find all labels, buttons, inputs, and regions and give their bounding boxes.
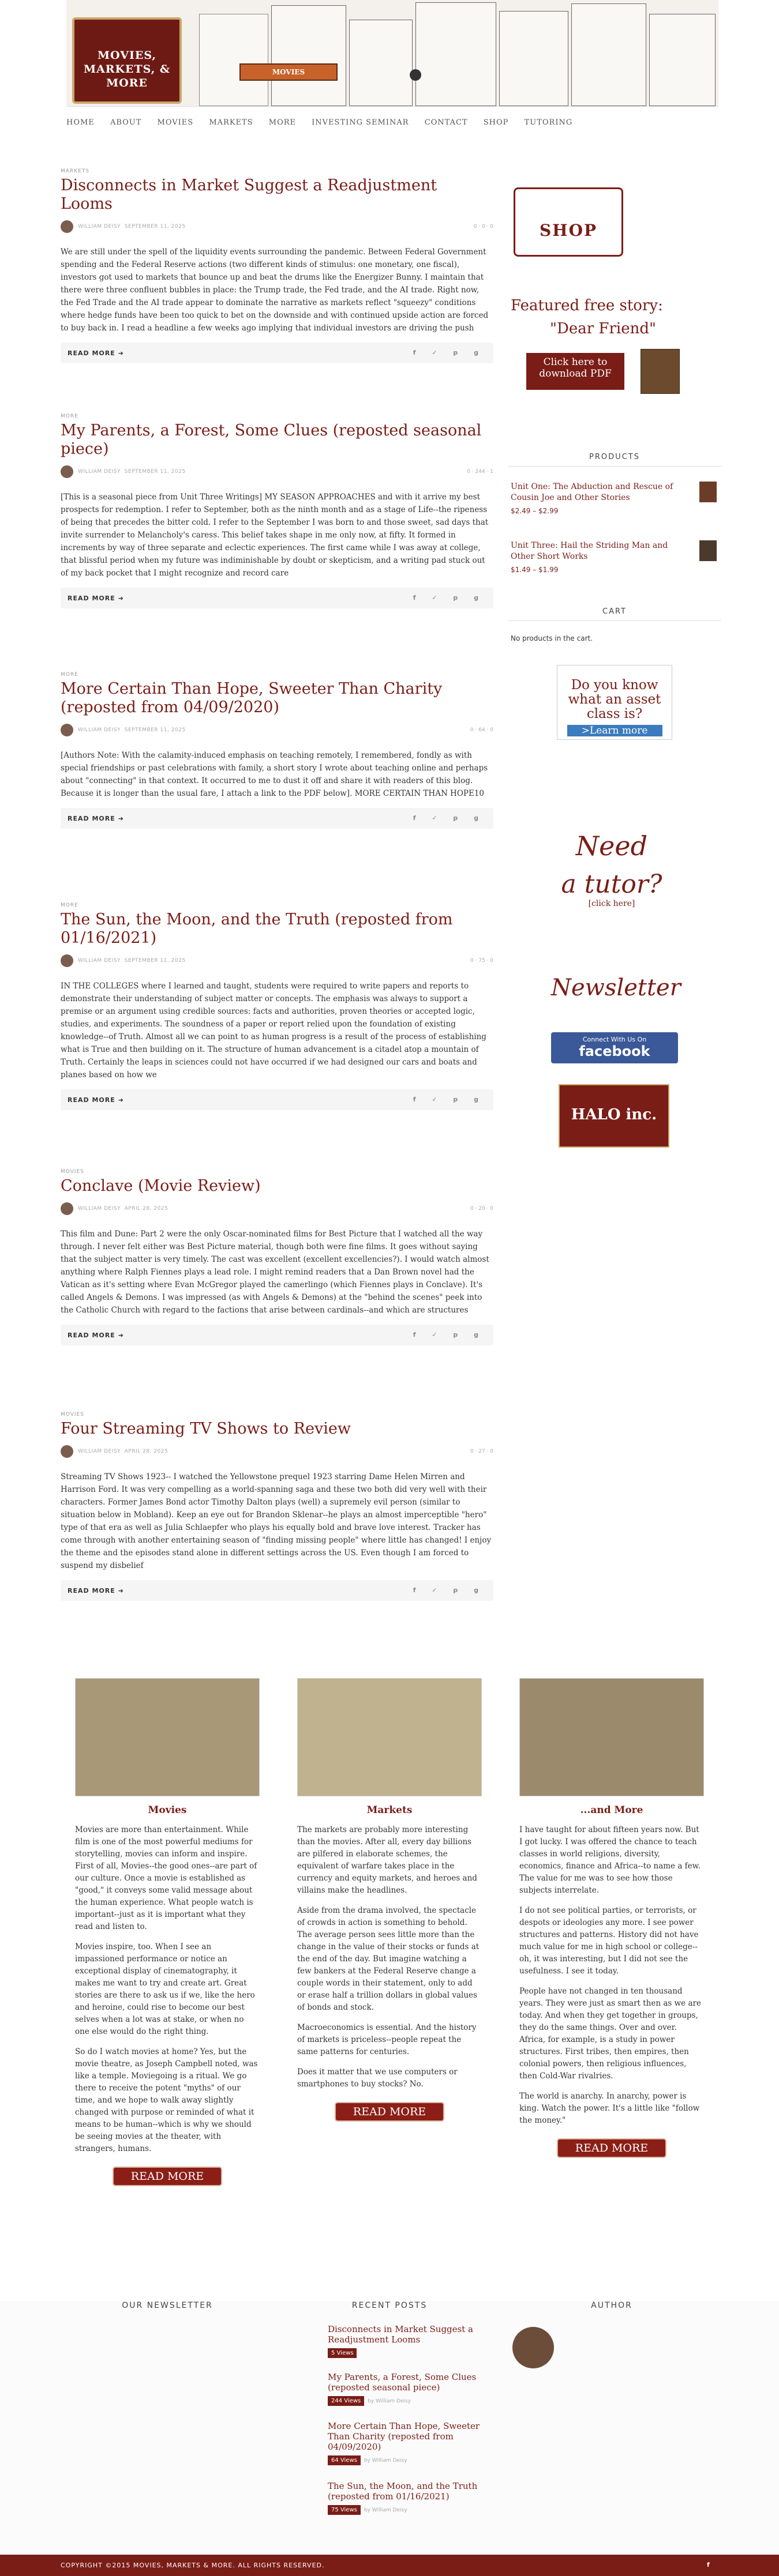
read-more-button[interactable]: READ MORE ➜ [68, 349, 124, 357]
column-title: Markets [366, 1804, 413, 1816]
post-meta [61, 220, 493, 233]
share-icons[interactable]: f ✓ p g [413, 594, 485, 601]
markets-column [297, 1678, 482, 2122]
post-meta [61, 465, 493, 478]
recent-post-title[interactable]: More Certain Than Hope, Sweeter Than Charity (reposted from 04/09/2020) [328, 2421, 480, 2452]
newsletter-ad[interactable]: Newsletter [551, 975, 681, 1001]
shop-label: SHOP [539, 221, 598, 240]
read-more-bar [61, 1580, 493, 1601]
post-category[interactable]: MARKETS [61, 168, 89, 174]
product-price: $2.49 – $2.99 [511, 507, 559, 515]
avatar [61, 465, 73, 478]
post-excerpt: Streaming TV Shows 1923-- I watched the Yellowstone prequel 1923 starring Dame Helen Mirren and Harrison Ford. It was very compelling as a world-spanning saga and these two both did very well with their characters. Former James Bond actor Timothy Dalton plays (well) a supremely evil person (similar to situation below in Mobland). Keep an eye out for Brandon Sklenar--he plays an almost imperceptible "hero" type of that era as well as Julia Schlaepfer who plays his equally bold and brave love interest. Tracker has come through with another entertaining season of "finding missing people" where little has changed! I enjoy the theme and the episodes stand alone in different settings across the US. Even though I am forced to suspend my disbelief [61, 1472, 492, 1570]
nav-home[interactable]: HOME [66, 118, 95, 127]
product-price: $1.49 – $1.99 [511, 566, 559, 574]
share-icons[interactable]: f ✓ p g [413, 1096, 485, 1103]
books-image [641, 349, 680, 394]
post-counts: 0 · 64 · 0 [470, 727, 493, 733]
nav-more[interactable]: MORE [268, 118, 297, 127]
read-more-button[interactable]: READ MORE [335, 2102, 444, 2122]
read-more-bar [61, 808, 493, 829]
post [61, 413, 493, 627]
post-meta [61, 954, 493, 967]
post [61, 1169, 493, 1382]
post-title[interactable]: Conclave (Movie Review) [61, 1177, 261, 1195]
post [61, 902, 493, 1139]
post-excerpt: This film and Dune: Part 2 were the only Oscar-nominated films for Best Picture that I watched all the way through. I never felt either was Best Picture material, though both were fine films. It goes without saying that the subject matter is very timely. The cast was excellent (excellent excellencies?). I would watch almost anything where Ralph Fiennes plays a lead role. I might remind readers that a Dan Brown novel had the Vatican as it's setting where Evan McGregor played the camerlingo (which Fiennes plays in Conclave). It's called Angels & Demons. I was impressed (as with Angels & Demons) at the "behind the scenes" peek into the Catholic Church with regard to the factions that arise between cardinals--and which are structures [61, 1229, 489, 1315]
column-paragraph: I have taught for about fifteen years now. But I got lucky. I was offered the chance to teach classes in world religions, diversity, economics, finance and Africa--to name a few. The value for me was to see how those subjects interrelate. [519, 1825, 701, 1895]
main-nav [66, 118, 718, 130]
nav-contact[interactable]: CONTACT [424, 118, 468, 127]
nav-investing-seminar[interactable]: INVESTING SEMINAR [312, 118, 409, 127]
shop-sign: MOVIES [239, 63, 338, 81]
recent-post[interactable] [328, 2421, 495, 2465]
markets-image [297, 1678, 482, 1796]
post-excerpt: We are still under the spell of the liquidity events surrounding the pandemic. Between Federal Government spending and the Federal Reserve actions (two different kinds of stimulus: one monetary, one fiscal), investors got used to markets that bounce up and beat the drums like the Energizer Bunny. I maintain that there were three confluent bubbles in place: the Trump trade, the Fed trade, and the AI trade. Right now, the Fed Trade and the AI trade appear to dominate the narrative as markets reflect "squeezy" conditions where hedge funds have been too quick to bet on the downside and with continued upside action are forced to buy back in. I read a headline a few weeks ago implying that individual investors are driving the push [61, 247, 489, 333]
halo-text: HALO inc. [571, 1106, 657, 1123]
more-image [519, 1678, 704, 1796]
cart-title: CART [508, 607, 721, 621]
read-more-button[interactable]: READ MORE ➜ [68, 1096, 124, 1104]
post [61, 168, 493, 382]
column-paragraph: Aside from the drama involved, the spectacle of crowds in action is something to behold. The average person sees little more than the change in the value of their stocks or funds at the end of the day. But imagine watching a few bankers at the Federal Reserve change a couple words in their statement, only to add or erase half a trillion dollars in global values of bonds and stock. [297, 1906, 480, 2012]
product-item[interactable] [511, 482, 684, 515]
post-title[interactable]: Four Streaming TV Shows to Review [61, 1420, 351, 1438]
post-category[interactable]: MORE [61, 672, 78, 678]
movies-column [75, 1678, 260, 2186]
post-title[interactable]: Disconnects in Market Suggest a Readjustment Looms [61, 176, 437, 213]
nav-shop[interactable]: SHOP [483, 118, 509, 127]
post-counts: 0 · 20 · 0 [470, 1206, 493, 1212]
footer-author-title: AUTHOR [591, 2301, 632, 2310]
recent-post[interactable] [328, 2324, 495, 2358]
column-paragraph: Does it matter that we use computers or smartphones to buy stocks? No. [297, 2067, 458, 2089]
views-badge: 244 Views [328, 2396, 364, 2406]
post-excerpt: [This is a seasonal piece from Unit Three Writings] MY SEASON APPROACHES and with it arrive my best prospects for redemption. I refer to September, both as the ninth month and as a stage of Life--the ripeness of being that precedes the bitter cold. I refer to the September I was born to and those sweet, sad days that invite surrender to Melancholy's caress. This belief takes shape in me only now, at fifty. It formed in increments by way of three separate and eclectic experiences. The first came while I was away at college, that blissful period when my future was indiminishable by doubt or skepticism, and a writing pad stuck out of my back pocket that I might recognize and record care [61, 492, 489, 578]
read-more-bar [61, 1325, 493, 1345]
share-icons[interactable]: f ✓ p g [413, 1586, 485, 1594]
post-author[interactable]: WILLIAM DEISY APRIL 28, 2025 [78, 1206, 168, 1212]
featured-story-heading: Featured free story: [511, 297, 663, 314]
column-paragraph: Movies are more than entertainment. While film is one of the most powerful mediums for storytelling, movies can inform and inspire. First of all, Movies--the good ones--are part of our culture. Once a movie is established as "good," it conveys some valid message about the human experience. What people watch is important--just as it is important what they read and listen to. [75, 1825, 257, 1931]
post-counts: 0 · 27 · 0 [470, 1449, 493, 1454]
featured-story-title: "Dear Friend" [550, 320, 656, 337]
post-author[interactable]: WILLIAM DEISY SEPTEMBER 11, 2025 [78, 958, 186, 964]
post-counts: 0 · 75 · 0 [470, 958, 493, 964]
site-logo[interactable] [72, 17, 182, 104]
facebook-connect-button[interactable] [551, 1032, 678, 1063]
author-avatar[interactable] [512, 2327, 554, 2368]
column-paragraph: People have not changed in ten thousand years. They were just as smart then as we are today. And when they get together in groups, they do the same things. Over and over. Africa, for example, is a study in power structures. First tribes, then empires, then colonial powers, then religious influences, then Cold-War rivalries. [519, 1987, 701, 2081]
download-pdf-button[interactable]: Click here to download PDF [526, 353, 624, 390]
recent-post-title[interactable]: The Sun, the Moon, and the Truth (reposted from 01/16/2021) [328, 2481, 478, 2502]
post-excerpt: [Authors Note: With the calamity-induced emphasis on teaching remotely, I remembered, fondly as with special friendships or past celebrations with family, a short story I wrote about teaching online and perhaps about "connecting" in that context. It occurred to me to dust it off and share it with readers of this blog. Because it is longer than the usual fare, I attach a link to the PDF below]. MORE CERTAIN THAN HOPE10 [61, 751, 488, 798]
recent-post-author: by William Deisy [364, 2458, 407, 2464]
read-more-button[interactable]: READ MORE ➜ [68, 815, 124, 822]
read-more-button[interactable]: READ MORE [113, 2167, 222, 2186]
post [61, 672, 493, 868]
asset-class-ad[interactable] [557, 665, 672, 740]
recent-post-title[interactable]: My Parents, a Forest, Some Clues (reposted seasonal piece) [328, 2372, 477, 2393]
product-item[interactable] [511, 540, 684, 574]
views-badge: 64 Views [328, 2455, 361, 2465]
tutor-click-here[interactable]: [click here] [588, 899, 635, 908]
post-excerpt: IN THE COLLEGES where I learned and taught, students were required to write papers and reports to demonstrate their understanding of subject matter or concepts. The emphasis was always to support a premise or an argument using credible sources: facts and authorities, proven theories or accepted logic, studies, and experiments. The soundness of a paper or report relied upon the foundation of existing knowledge--of Truth. Almost all we can point to as human progress is a result of the process of establishing what is True and then building on it. The structure of human advancement is a citadel atop a mountain of Truth. Certainly the leaps in sciences could not have occurred if we had designed our cars and boats and planes based on how we [61, 981, 486, 1080]
avatar [61, 1202, 73, 1215]
post-author[interactable]: WILLIAM DEISY SEPTEMBER 11, 2025 [78, 224, 186, 230]
share-icons[interactable]: f ✓ p g [413, 814, 485, 822]
read-more-bar [61, 588, 493, 608]
read-more-bar [61, 343, 493, 363]
read-more-button[interactable]: READ MORE ➜ [68, 595, 124, 602]
read-more-button[interactable]: READ MORE ➜ [68, 1332, 124, 1339]
post-category[interactable]: MOVIES [61, 1412, 84, 1417]
post [61, 1412, 493, 1648]
nav-tutoring[interactable]: TUTORING [524, 118, 573, 127]
read-more-button[interactable]: READ MORE ➜ [68, 1587, 124, 1595]
facebook-connect-label: Connect With Us On [582, 1036, 647, 1043]
avatar [61, 220, 73, 233]
column-title: Movies [148, 1804, 187, 1816]
views-badge: 75 Views [328, 2505, 361, 2515]
avatar [61, 1445, 73, 1458]
post-title[interactable]: The Sun, the Moon, and the Truth (reposted from 01/16/2021) [61, 911, 453, 947]
post-title[interactable]: My Parents, a Forest, Some Clues (reposted seasonal piece) [61, 422, 482, 458]
clock-icon [410, 69, 421, 81]
cart-empty-text: No products in the cart. [511, 634, 593, 642]
column-title: ...and More [580, 1804, 643, 1816]
post-title[interactable]: More Certain Than Hope, Sweeter Than Charity (reposted from 04/09/2020) [61, 680, 443, 716]
post-category[interactable]: MORE [61, 413, 78, 419]
column-paragraph: I do not see political parties, or terrorists, or despots or ideologies any more. I see power structures and patterns. History did not have much value for me in high school or college--oh, it was interesting, but I did not see the usefulness. I see it today. [519, 1906, 699, 1976]
recent-post-title[interactable]: Disconnects in Market Suggest a Readjustment Looms [328, 2324, 473, 2345]
tutor-need: Need [575, 830, 648, 862]
read-more-button[interactable]: READ MORE [557, 2138, 666, 2158]
recent-post-author: by William Deisy [368, 2398, 411, 2404]
tutor-question: a tutor? [561, 870, 662, 899]
shop-sign-widget[interactable] [514, 187, 623, 257]
column-paragraph: The world is anarchy. In anarchy, power is king. Watch the power. It's a little like "follow the money." [519, 2092, 700, 2125]
product-thumbnail[interactable] [699, 482, 717, 502]
avatar [61, 954, 73, 967]
read-more-bar [61, 1089, 493, 1110]
movies-image [75, 1678, 260, 1796]
post-author[interactable]: WILLIAM DEISY SEPTEMBER 11, 2025 [78, 469, 186, 475]
column-paragraph: The markets are probably more interesting than the movies. After all, every day billions are pilfered in elaborate schemes, the equivalent of warfare takes place in the currency and equity markets, and heroes and villains make the headlines. [297, 1825, 477, 1895]
learn-more-button[interactable]: >Learn more [567, 725, 662, 736]
halo-logo[interactable] [559, 1084, 669, 1148]
nav-about[interactable]: ABOUT [110, 118, 142, 127]
column-paragraph: Macroeconomics is essential. And the history of markets is priceless--people repeat the same patterns for centuries. [297, 2023, 477, 2056]
facebook-label: facebook [579, 1043, 650, 1059]
nav-markets[interactable]: MARKETS [209, 118, 253, 127]
share-icons[interactable]: f ✓ p g [413, 349, 485, 356]
recent-post[interactable] [328, 2372, 495, 2406]
post-meta [61, 1202, 493, 1215]
more-column [519, 1678, 704, 2158]
copyright-text: COPYRIGHT ©2015 MOVIES, MARKETS & MORE. ALL RIGHTS RESERVED. [61, 2562, 325, 2569]
post-counts: 0 · 244 · 1 [467, 469, 493, 475]
avatar [61, 724, 73, 736]
post-author[interactable]: WILLIAM DEISY SEPTEMBER 11, 2025 [78, 727, 186, 733]
product-thumbnail[interactable] [699, 540, 717, 561]
column-paragraph: Movies inspire, too. When I see an impassioned performance or notice an exceptional display of cinematography, it makes me want to try and create art. Great stories are there to ask us if we, like the hero and heroine, could rise to become our best selves when a lot was at stake, or when no one else would do the right thing. [75, 1942, 255, 2036]
post-meta [61, 724, 493, 736]
recent-post-author: by William Deisy [364, 2507, 407, 2513]
footer-recent-title: RECENT POSTS [351, 2301, 428, 2310]
products-title: PRODUCTS [508, 453, 721, 467]
post-meta [61, 1445, 493, 1458]
asset-class-question: Do you know what an asset class is? [568, 678, 661, 721]
copyright-bar [0, 2555, 779, 2576]
product-name[interactable]: Unit One: The Abduction and Rescue of Cousin Joe and Other Stories [511, 482, 673, 502]
tutor-ad[interactable] [557, 830, 666, 940]
recent-post[interactable] [328, 2481, 495, 2515]
nav-movies[interactable]: MOVIES [157, 118, 194, 127]
post-category[interactable]: MORE [61, 902, 78, 908]
facebook-icon[interactable]: f [707, 2561, 710, 2569]
column-paragraph: So do I watch movies at home? Yes, but the movie theatre, as Joseph Campbell noted, was like a temple. Moviegoing is a ritual. We go there to receive the potent "myths" of our time, and we hope to walk away slightly changed with purpose or reminded of what it means to be human--which is why we should be seeing movies at the theater, with strangers, humans. [75, 2047, 258, 2153]
post-author[interactable]: WILLIAM DEISY APRIL 28, 2025 [78, 1449, 168, 1454]
footer-newsletter-title: OUR NEWSLETTER [122, 2301, 213, 2310]
share-icons[interactable]: f ✓ p g [413, 1331, 485, 1338]
views-badge: 5 Views [328, 2348, 357, 2358]
logo-text: MOVIES, MARKETS, & MORE [83, 49, 171, 89]
post-counts: 0 · 0 · 0 [473, 224, 493, 230]
post-category[interactable]: MOVIES [61, 1169, 84, 1175]
product-name[interactable]: Unit Three: Hail the Striding Man and Other Short Works [511, 541, 668, 561]
